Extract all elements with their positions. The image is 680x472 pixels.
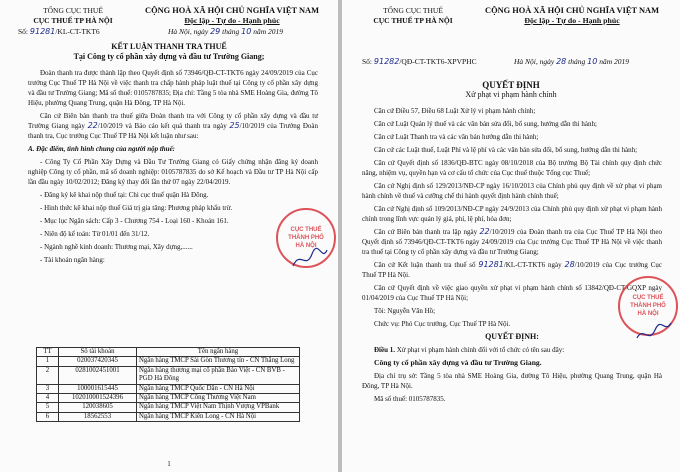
right-signature-mark (634, 318, 674, 348)
left-bullet-item: - Hình thức kê khai nộp thuế Giá trị gia tăng: Phương pháp khấu trừ. (40, 204, 233, 212)
right-legal-basis: Căn cứ Nghị định số 109/2013/NĐ-CP ngày 24/9/2013 của Chính phủ quy định xử phạt vi phạm hành chính trong lĩnh vực quản lý giá, phí, lệ phí, hóa đơn; (362, 205, 662, 223)
right-document-number: Số: 91282/QĐ-CT-TKT6-XPVPHC (362, 57, 477, 66)
right-legal-basis: Căn cứ Nghị định số 129/2013/NĐ-CP ngày 16/10/2013 của Chính phủ quy định về xử phạt vi phạm hành chính về thuế và cưỡng chế thi hành quyết định hành chính thuế; (362, 182, 662, 200)
left-basis-paragraph: Căn cứ Biên bản thanh tra thuế giữa Đoàn thanh tra với Công ty cổ phần xây dựng và đầu tư Trường Giang ngày 22/10/2019 và Báo cáo kết quả thanh tra ngày 25/10/2019 của Trưởng Đoàn thanh tra, Cục trưởng Cục Thuế TP Hà Nội kết luận như sau: (28, 112, 319, 140)
table-row: 4 102010001524396 Ngân hàng TMCP Công Thương Việt Nam (37, 394, 300, 403)
right-red-seal-stamp: CỤC THUẾ THÀNH PHỐ HÀ NỘI (618, 276, 678, 336)
right-legal-basis: Căn cứ Luật Thanh tra và các văn bản hướng dẫn thi hành; (374, 133, 539, 141)
left-signature-mark (290, 244, 330, 274)
right-official-name: Tôi: Nguyễn Văn Hồ; (374, 307, 436, 315)
left-document-date: Hà Nội, ngày 29 tháng 10 năm 2019 (168, 27, 283, 36)
right-country-line2: Độc lập - Tự do - Hạnh phúc (524, 16, 620, 25)
table-header: TT (37, 348, 59, 357)
left-bullet-item: - Ngành nghề kinh doanh: Thương mại, Xây dựng,...... (40, 243, 193, 251)
left-document-page (0, 0, 338, 472)
right-legal-basis: Căn cứ Luật Quản lý thuế và các văn bản sửa đổi, bổ sung, hướng dẫn thi hành; (374, 120, 597, 128)
right-decision-heading: QUYẾT ĐỊNH: (485, 332, 539, 341)
left-document-title (10, 42, 328, 62)
right-delegation-basis: Căn cứ Quyết định về việc giao quyền xử phạt vi phạm hành chính số 13842/QĐ-CT-GQXP ngày 01/04/2019 của Cục Thuế TP Hà Nội; (362, 284, 662, 302)
left-title-line2: Tại Công ty cổ phần xây dựng và đầu tư Trường Giang; (73, 52, 265, 61)
right-legal-basis: Căn cứ các Luật thuế, Luật Phí và lệ phí và các văn bản sửa đổi, bổ sung, hướng dẫn thi hành; (374, 146, 638, 154)
left-section-a-heading: A. Đặc điểm, tình hình chung của người nộp thuế: (28, 145, 176, 153)
right-handwritten-number: 91282 (373, 57, 400, 66)
right-official-position: Chức vụ: Phó Cục trưởng, Cục Thuế TP Hà Nội. (374, 320, 511, 328)
left-bullet-item: - Niên độ kế toán: Từ 01/01 đến 31/12. (40, 230, 150, 238)
table-row: 5 120038605 Ngân hàng TMCP Việt Nam Thịnh Vượng VPBank (37, 403, 300, 412)
left-bullet-item: - Tài khoản ngân hàng: (40, 256, 105, 264)
left-agency-line1: TỔNG CỤC THUẾ (43, 6, 103, 15)
left-bullet-item: - Mục lục Ngân sách: Cấp 3 - Chương 754 - Loại 160 - Khoản 161. (40, 217, 229, 225)
right-conclusion-basis: Căn cứ Kết luận thanh tra thuế số 91281/KL-CT-TKT6 ngày 28/10/2019 của Cục trưởng Cục Thuế TP Hà Nội. (362, 260, 663, 279)
right-document-page (342, 0, 680, 472)
left-page-number: 1 (167, 460, 171, 468)
table-row: 3 100001615445 Ngân hàng TMCP Quốc Dân - CN Hà Nội (37, 384, 300, 393)
table-row: 6 18562553 Ngân hàng TMCP Kiên Long - CN Hà Nội (37, 412, 300, 421)
left-title-line1: KẾT LUẬN THANH TRA THUẾ (111, 42, 227, 51)
bank-account-table (36, 347, 300, 422)
right-legal-basis: Căn cứ Quyết định số 1836/QĐ-BTC ngày 08/10/2018 của Bộ trưởng Bộ Tài chính quy định chức năng, nhiệm vụ, quyền hạn và cơ cấu tổ chức của Cục thuế thuộc Tổng cục Thuế; (362, 159, 662, 177)
left-document-number: Số: 91281/KL-CT-TKT6 (18, 27, 100, 36)
right-agency-line2: CỤC THUẾ TP HÀ NỘI (373, 16, 453, 25)
right-legal-basis: Căn cứ Điều 57, Điều 68 Luật Xử lý vi phạm hành chính; (374, 107, 536, 115)
left-country-line1: CỘNG HOÀ XÃ HỘI CHỦ NGHĨA VIỆT NAM (145, 6, 319, 15)
left-country-header (132, 6, 332, 26)
right-tax-code: Mã số thuế: 0105787835. (374, 395, 446, 403)
left-body (28, 68, 318, 268)
left-agency-line2: CỤC THUẾ TP HÀ NỘI (33, 16, 113, 25)
right-agency-line1: TỔNG CỤC THUẾ (383, 6, 443, 15)
left-handwritten-number: 91281 (29, 27, 56, 36)
right-agency-header (348, 6, 478, 26)
right-document-title (352, 80, 670, 100)
right-document-date: Hà Nội, ngày 28 tháng 10 năm 2019 (514, 57, 629, 66)
table-header: Tên ngân hàng (137, 348, 300, 357)
right-title-line1: QUYẾT ĐỊNH (482, 80, 540, 90)
right-article-1: Điều 1. Xử phạt vi phạm hành chính đối với tổ chức có tên sau đây: (374, 346, 565, 354)
table-row: 1 020037420345 Ngân hàng TMCP Sài Gòn Thương tín - CN Thăng Long (37, 357, 300, 366)
left-agency-header (8, 6, 138, 26)
table-header-row (37, 348, 300, 357)
right-country-line1: CỘNG HOÀ XÃ HỘI CHỦ NGHĨA VIỆT NAM (485, 6, 659, 15)
right-country-header (472, 6, 672, 26)
left-company-paragraph: - Công Ty Cổ Phần Xây Dựng và Đầu Tư Trường Giang có Giấy chứng nhận đăng ký doanh nghiệp Công ty cổ phần, mã số doanh nghiệp: 0105787835 do sở Kế hoạch và Đầu tư TP Hà Nội cấp lần đầu ngày 10/02/2012; Đăng ký thay đổi lần thứ 07 ngày 22/04/2019. (28, 158, 318, 186)
left-country-line2: Độc lập - Tự do - Hạnh phúc (184, 16, 280, 25)
right-title-line2: Xử phạt vi phạm hành chính (465, 90, 557, 99)
table-row: 2 0281002451001 Ngân hàng thương mại cổ phần Bảo Việt - CN BVB - PGD Hà Đông (37, 366, 300, 384)
left-red-seal-stamp: CỤC THUẾ THÀNH PHỐ HÀ NỘI (276, 208, 336, 268)
table-header: Số tài khoản (59, 348, 137, 357)
right-company-name: Công ty cổ phần xây dựng và đầu tư Trường Giang. (374, 358, 542, 367)
left-bullet-item: - Đăng ký kê khai nộp thuế tại: Chi cục thuế quận Hà Đông. (40, 191, 209, 199)
right-inspection-record-basis: Căn cứ Biên bản thanh tra lập ngày 22/10/2019 của Đoàn thanh tra của Cục Thuế TP Hà Nội theo Quyết định số 73946/QĐ-CT-TKT6 ngày 24/09/2019 của Cục trưởng Cục Thuế TP Hà Nội về việc thanh tra thuế tại Công ty cổ phần xây dựng và đầu tư Trường Giang; (362, 227, 662, 256)
left-intro-paragraph: Đoàn thanh tra được thành lập theo Quyết định số 73946/QĐ-CT-TKT6 ngày 24/09/2019 của Cục trưởng Cục Thuế TP Hà Nội về việc thanh tra chấp hành pháp luật thuế tại Công ty cổ phần xây dựng và đầu tư Trường Giang; Mã số thuế: 0105787835; Địa chỉ: Tầng 5 tòa nhà SME Hoàng Gia, đường Tô Hiệu, phường Quang Trung, quận Hà Đông, TP Hà Nội. (28, 69, 318, 107)
right-company-address: Địa chỉ trụ sở: Tầng 5 tòa nhà SME Hoàng Gia, đường Tô Hiệu, phường Quang Trung, quận Hà Đông, TP Hà Nội. (362, 372, 662, 390)
right-body (362, 106, 662, 407)
